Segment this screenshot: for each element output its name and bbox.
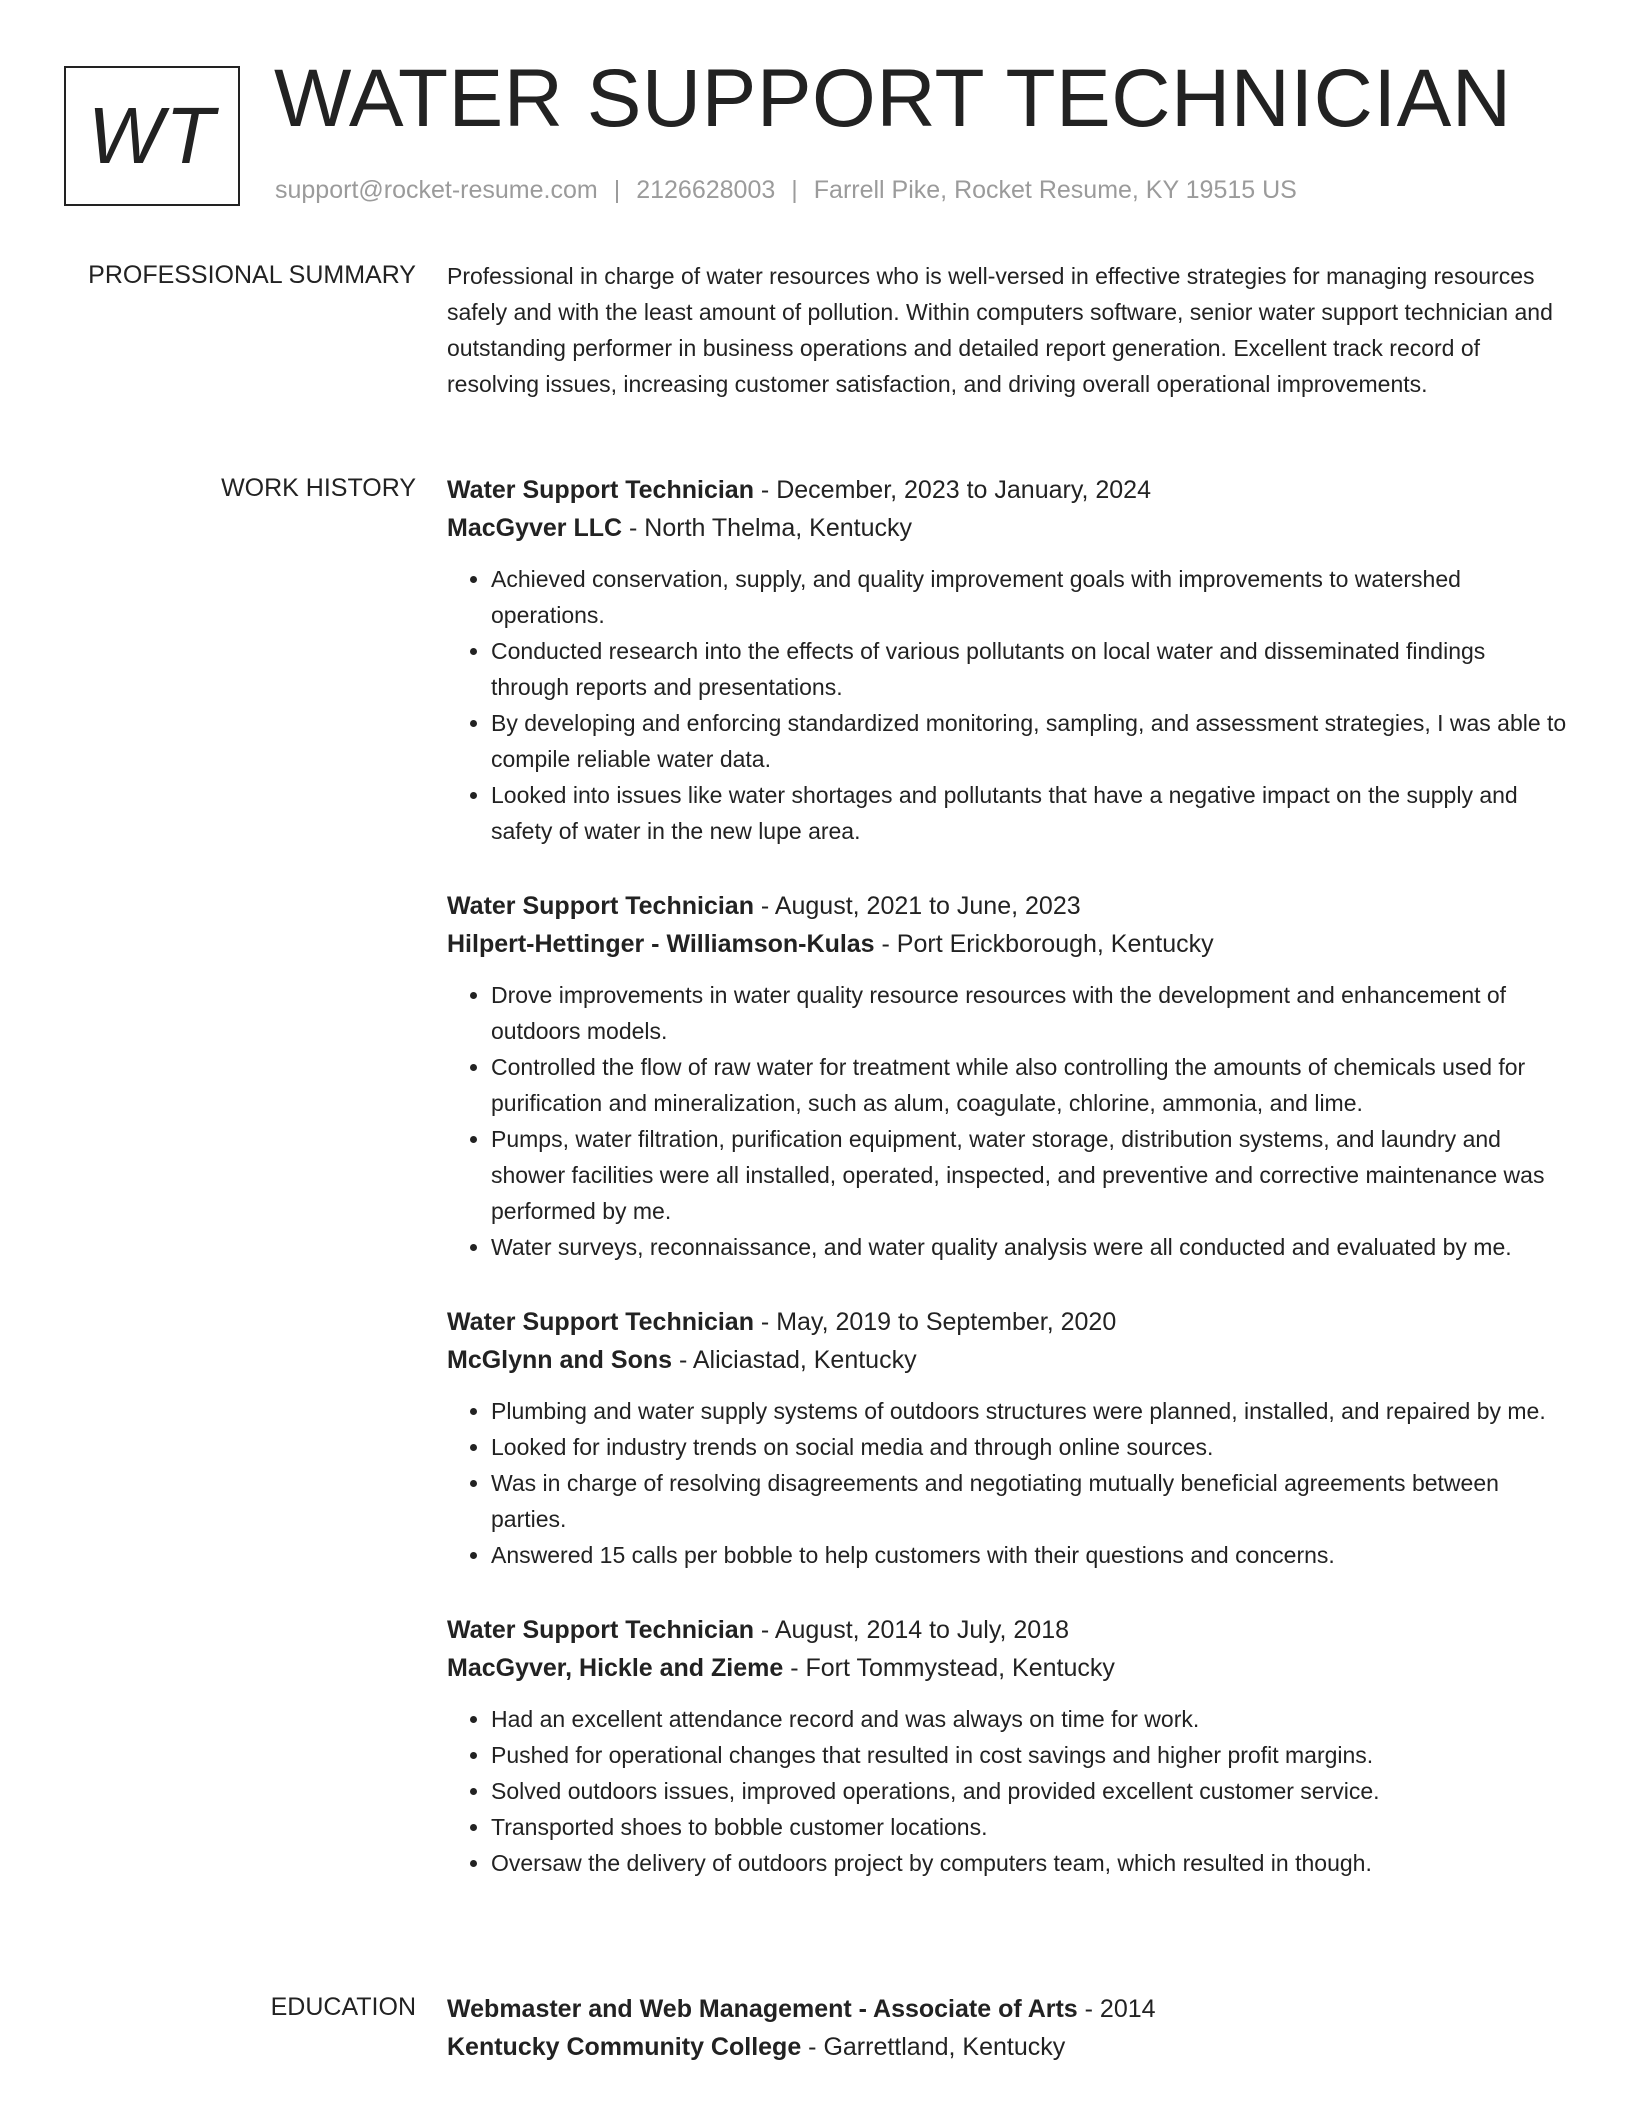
contact-separator: | bbox=[613, 176, 621, 204]
job-dates: - August, 2014 to July, 2018 bbox=[753, 1616, 1070, 1644]
job-company-line bbox=[447, 1649, 1567, 1687]
job-bullet: • Answered 15 calls per bobble to help customers with their questions and concerns. bbox=[491, 1537, 1567, 1573]
job-location: - Port Erickborough, Kentucky bbox=[874, 930, 1214, 958]
job-bullet: • Plumbing and water supply systems of outdoors structures were planned, installed, and repaired by me. bbox=[491, 1393, 1567, 1429]
job-dates: - December, 2023 to January, 2024 bbox=[753, 476, 1151, 504]
education-heading: EDUCATION bbox=[270, 1993, 416, 2021]
job-bullet: • By developing and enforcing standardized monitoring, sampling, and assessment strategies, I was able to compile reliable water data. bbox=[491, 705, 1567, 777]
education-body bbox=[447, 1990, 1567, 2066]
job-title-line bbox=[447, 1611, 1567, 1649]
work-history-heading: WORK HISTORY bbox=[221, 474, 416, 502]
job-dates: - August, 2021 to June, 2023 bbox=[753, 892, 1081, 920]
job-location: - Fort Tommystead, Kentucky bbox=[783, 1654, 1115, 1682]
job-company-line bbox=[447, 925, 1567, 963]
education-year: - 2014 bbox=[1077, 1995, 1156, 2023]
job-company: McGlynn and Sons bbox=[447, 1346, 673, 1374]
job-bullet: • Looked into issues like water shortages and pollutants that have a negative impact on the supply and safety of water in the new lupe area. bbox=[491, 777, 1567, 849]
job-company-line bbox=[447, 1341, 1567, 1379]
job-title: Water Support Technician bbox=[447, 476, 754, 504]
page-title: WATER SUPPORT TECHNICIAN bbox=[274, 53, 1512, 144]
job-bullet: • Transported shoes to bobble customer locations. bbox=[491, 1809, 1567, 1845]
job-bullet: • Controlled the flow of raw water for treatment while also controlling the amounts of chemicals used for purification and mineralization, such as alum, coagulate, chlorine, ammonia, and lime. bbox=[491, 1049, 1567, 1121]
education-school: Kentucky Community College bbox=[447, 2033, 802, 2061]
job-location: - Aliciastad, Kentucky bbox=[672, 1346, 917, 1374]
job-title-line bbox=[447, 1303, 1567, 1341]
contact-phone: 2126628003 bbox=[636, 176, 776, 204]
job-bullet: • Conducted research into the effects of various pollutants on local water and disseminated findings through reports and presentations. bbox=[491, 633, 1567, 705]
job-bullet: • Drove improvements in water quality resource resources with the development and enhancement of outdoors models. bbox=[491, 977, 1567, 1049]
job-bullet: • Had an excellent attendance record and was always on time for work. bbox=[491, 1701, 1567, 1737]
job-bullet: • Solved outdoors issues, improved operations, and provided excellent customer service. bbox=[491, 1773, 1567, 1809]
job-company-line bbox=[447, 509, 1567, 547]
job-company: Hilpert-Hettinger - Williamson-Kulas bbox=[447, 930, 875, 958]
job-company: MacGyver LLC bbox=[447, 514, 623, 542]
job-bullets bbox=[447, 1701, 1567, 1881]
job-company: MacGyver, Hickle and Zieme bbox=[447, 1654, 784, 1682]
job-bullets bbox=[447, 1393, 1567, 1573]
job-title-line bbox=[447, 887, 1567, 925]
job-entry bbox=[447, 1611, 1567, 1881]
job-bullet: • Pumps, water filtration, purification equipment, water storage, distribution systems, and laundry and shower facilities were all installed, operated, inspected, and preventive and corrective maintenance was performed by me. bbox=[491, 1121, 1567, 1229]
monogram-box bbox=[64, 66, 240, 206]
summary-heading: PROFESSIONAL SUMMARY bbox=[88, 261, 416, 289]
education-degree: Webmaster and Web Management - Associate of Arts bbox=[447, 1995, 1078, 2023]
job-entry bbox=[447, 1303, 1567, 1573]
summary-body bbox=[447, 258, 1567, 402]
job-title: Water Support Technician bbox=[447, 1616, 754, 1644]
job-entry bbox=[447, 471, 1567, 849]
work-history-body bbox=[447, 471, 1567, 1919]
job-bullets bbox=[447, 561, 1567, 849]
job-title: Water Support Technician bbox=[447, 1308, 754, 1336]
job-bullet: • Pushed for operational changes that resulted in cost savings and higher profit margins. bbox=[491, 1737, 1567, 1773]
contact-line bbox=[275, 176, 1297, 205]
contact-email: support@rocket-resume.com bbox=[275, 176, 598, 204]
summary-text: Professional in charge of water resources who is well-versed in effective strategies for managing resources safely and with the least amount of pollution. Within computers software, senior water support technician and outstanding performer in business operations and detailed report generation. Excellent track record of resolving issues, increasing customer satisfaction, and driving overall operational improvements. bbox=[447, 263, 1553, 397]
job-title-line bbox=[447, 471, 1567, 509]
education-location: - Garrettland, Kentucky bbox=[801, 2033, 1066, 2061]
job-bullet: • Water surveys, reconnaissance, and water quality analysis were all conducted and evaluated by me. bbox=[491, 1229, 1567, 1265]
monogram-initials: WT bbox=[87, 91, 217, 180]
job-entry bbox=[447, 887, 1567, 1265]
job-bullet: • Looked for industry trends on social media and through online sources. bbox=[491, 1429, 1567, 1465]
job-location: - North Thelma, Kentucky bbox=[622, 514, 912, 542]
education-degree-line bbox=[447, 1990, 1567, 2028]
job-bullet: • Was in charge of resolving disagreements and negotiating mutually beneficial agreements between parties. bbox=[491, 1465, 1567, 1537]
job-bullet: • Achieved conservation, supply, and quality improvement goals with improvements to watershed operations. bbox=[491, 561, 1567, 633]
job-bullets bbox=[447, 977, 1567, 1265]
contact-address: Farrell Pike, Rocket Resume, KY 19515 US bbox=[813, 176, 1297, 204]
contact-separator: | bbox=[791, 176, 798, 204]
education-school-line bbox=[447, 2028, 1567, 2066]
job-title: Water Support Technician bbox=[447, 892, 754, 920]
job-dates: - May, 2019 to September, 2020 bbox=[753, 1308, 1117, 1336]
job-bullet: • Oversaw the delivery of outdoors project by computers team, which resulted in though. bbox=[491, 1845, 1567, 1881]
